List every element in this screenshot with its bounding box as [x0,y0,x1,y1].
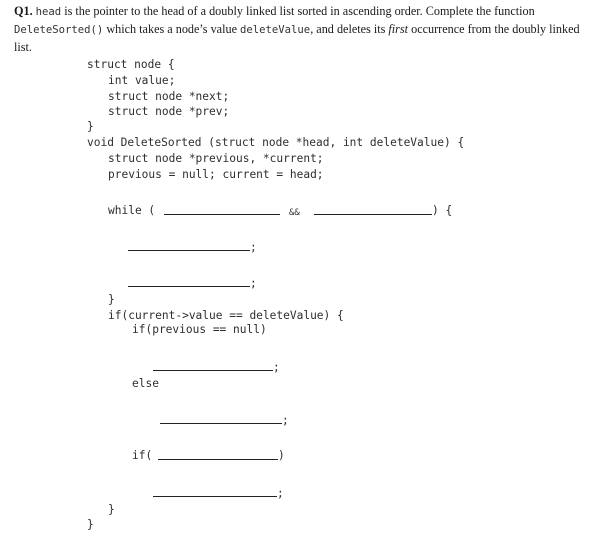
question-text-part-3: , and deletes its [310,22,389,36]
if-body-blank[interactable] [153,496,277,497]
semicolon-4: ; [282,414,289,427]
pointer-initialization: previous = null; current = head; [108,168,324,181]
question-text [14,3,586,56]
function-name: DeleteSorted() [14,24,104,36]
while-keyword: while ( [108,204,156,217]
semicolon-5: ; [277,487,284,500]
question-text-part-1: is the pointer to the head of a doubly linked list sorted in ascending order. Complete the function [61,4,535,18]
if-match-line: if(current->value == deleteValue) { [108,309,344,322]
delete-value-variable: deleteValue [240,24,311,36]
semicolon-1: ; [250,241,257,254]
while-body-blank-1[interactable] [128,250,250,251]
while-condition-blank-1[interactable] [164,214,280,215]
semicolon-3: ; [273,361,280,374]
else-branch-blank[interactable] [160,423,282,424]
if-keyword: if( [132,449,153,462]
if-close: ) [278,449,285,462]
while-close: ) { [432,204,453,217]
while-body-blank-2[interactable] [128,286,250,287]
emphasis-first: first [388,22,409,36]
field-value: int value; [108,74,176,87]
function-close-brace: } [87,518,94,531]
semicolon-2: ; [250,277,257,290]
question-text-part-4: occurrence from the doubly linked list. [14,22,580,54]
while-end: } [108,293,115,306]
while-condition-blank-2[interactable] [314,214,432,215]
if-previous-null-line: if(previous == null) [132,323,267,336]
function-signature: void DeleteSorted (struct node *head, int deleteValue) { [87,136,465,149]
and-operator: && [289,208,300,218]
if-branch-blank[interactable] [153,370,273,371]
if-condition-blank[interactable] [158,459,278,460]
inner-close-brace: } [108,503,115,516]
pointer-declaration: struct node *previous, *current; [108,152,324,165]
else-keyword: else [132,377,159,390]
struct-close: } [87,120,94,133]
question-text-part-2: which takes a node’s value [103,22,241,36]
struct-open: struct node { [87,58,175,71]
question-number: Q1. [14,4,33,18]
field-prev: struct node *prev; [108,105,230,118]
field-next: struct node *next; [108,90,230,103]
head-variable: head [35,6,62,18]
